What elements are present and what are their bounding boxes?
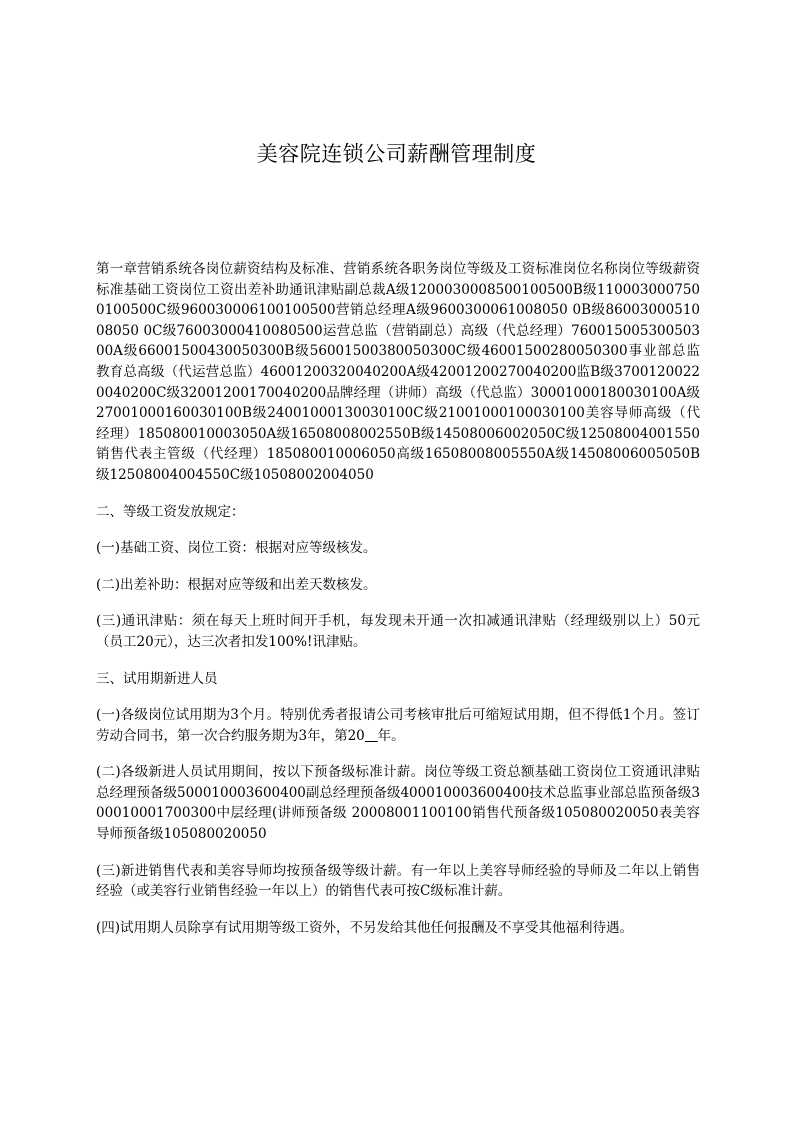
section-heading: 二、等级工资发放规定： <box>96 503 245 520</box>
blank-underline <box>365 728 378 744</box>
paragraph <box>96 705 700 746</box>
paragraph: (三)通讯津贴：须在每天上班时间开手机，每发现未开通一次扣减通讯津贴（经理级别以上）50元（员工20元），达三次者扣发100%!讯津贴。 <box>96 613 700 650</box>
paragraph-text: (一)各级岗位试用期为3个月。特别优秀者报请公司考核审批后可缩短试用期，但不得低1个月。签订劳动合同书，第一次合约服务期为3年，第20 <box>96 707 700 744</box>
section-heading: 三、试用期新进人员 <box>96 670 218 687</box>
paragraph: (二)各级新进人员试用期间，按以下预备级标准计薪。岗位等级工资总额基础工资岗位工资通讯津贴总经理预备级500010003600400副总经理预备级400010003600400技术总监事业部总监预备级300010001700300中层经理(讲师预备级 20008001100100销售代预备级105080020050表美容导师预备级105080020050 <box>96 764 700 843</box>
chapter-one-paragraph: 第一章营销系统各岗位薪资结构及标准、营销系统各职务岗位等级及工资标准岗位名称岗位等级薪资标准基础工资岗位工资出差补助通讯津贴副总裁A级1200030008500100500B级1100030007500100500C级960030006100100500营销总经理A级9600300061008050 0B级8600300051008050 0C级76003000410080500运营总监（营销副总）高级（代总经理）76001500530050300A级66001500430050300B级56001500380050300C级46001500280050300事业部总监教育总高级（代运营总监）46001200320040200A级42001200270040200监B级37001200220040200C级32001200170040200品牌经理（讲师）高级（代总监）30001000180030100A级27001000160030100B级24001000130030100C级21001000100030100美容导师高级（代经理）185080010003050A级16508008002550B级14508006002050C级12508004001550销售代表主管级（代经理）185080010006050高级16508008005550A级14508006005050B级12508004004550C级10508002004050 <box>96 261 700 483</box>
paragraph: (二)出差补助：根据对应等级和出差天数核发。 <box>96 576 377 593</box>
paragraph: (四)试用期人员除享有试用期等级工资外，不另发给其他任何报酬及不享受其他福利待遇。 <box>96 919 634 936</box>
document-title: 美容院连锁公司薪酬管理制度 <box>256 142 537 166</box>
document-body <box>96 259 700 938</box>
paragraph: (一)基础工资、岗位工资：根据对应等级核发。 <box>96 540 377 557</box>
paragraph-text: 年。 <box>377 727 405 744</box>
paragraph: (三)新进销售代表和美容导师均按预备级等级计薪。有一年以上美容导师经验的导师及二年以上销售经验（或美容行业销售经验一年以上）的销售代表可按C级标准计薪。 <box>96 862 700 900</box>
